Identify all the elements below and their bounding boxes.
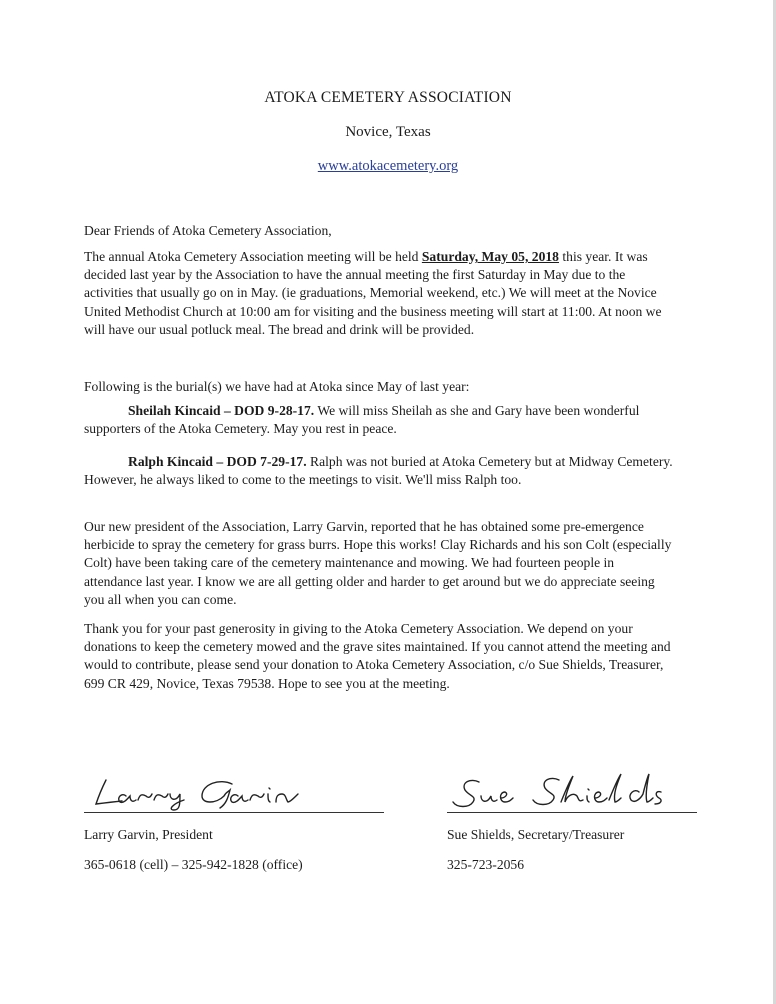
paragraph-donations: Thank you for your past generosity in giving to the Atoka Cemetery Association. We depend on your donations to keep the cemetery mowed and the grave sites maintained. If you cannot attend the meeting and would to contribute, please send your donation to Atoka Cemetery Association, c/o Sue Shields, Treasurer, 699 CR 429, Novice, Texas 79538. Hope to see you at the meeting.: [84, 621, 671, 691]
website-link[interactable]: www.atokacemetery.org: [317, 158, 459, 174]
signature-block-secretary: [447, 770, 697, 873]
signature-line: [84, 812, 384, 813]
burial-name: Ralph Kincaid – DOD 7-29-17.: [128, 454, 307, 469]
burial-note: Ralph was not buried at Atoka Cemetery but at Midway Cemetery. However, he always liked to come to the meetings to visit. We'll miss Ralph too.: [84, 454, 673, 488]
burial-name: Sheilah Kincaid – DOD 9-28-17.: [128, 403, 315, 418]
signer-name-title: Larry Garvin, President: [84, 827, 213, 842]
signature-sue-shields: [447, 770, 697, 812]
paragraph-meeting: [84, 248, 674, 339]
paragraph-president-report: Our new president of the Association, Larry Garvin, reported that he has obtained some pre-emergence herbicide to spray the cemetery for grass burrs. Hope this works! Clay Richards and his son Colt (especially Colt) have been taking care of the cemetery maintenance and mowing. We had fourteen people in attendance last year. I know we are all getting older and harder to get around but we do appreciate seeing you all when you can come.: [84, 519, 672, 607]
organization-title: ATOKA CEMETERY ASSOCIATION: [264, 89, 512, 106]
burial-note: We will miss Sheilah as she and Gary have been wonderful supporters of the Atoka Cemetery. May you rest in peace.: [84, 403, 640, 437]
signer-phone: 325-723-2056: [447, 857, 525, 872]
signature-line: [447, 812, 697, 813]
burial-entry-ralph: [84, 453, 674, 489]
signer-phone: 365-0618 (cell) – 325-942-1828 (office): [84, 857, 303, 872]
meeting-details-text: this year. It was decided last year by the Association to have the annual meeting the first Saturday in May due to the activities that usually go on in May. (ie graduations, Memorial weekend, etc.) We will meet at the Novice United Methodist Church at 10:00 am for visiting and the business meeting will start at 11:00. At noon we will have our usual potluck meal. The bread and drink will be provided.: [84, 249, 662, 337]
burial-entry-sheilah: [84, 402, 674, 438]
salutation: Dear Friends of Atoka Cemetery Association,: [84, 223, 332, 238]
signer-name-title: Sue Shields, Secretary/Treasurer: [447, 827, 625, 842]
meeting-intro-text: The annual Atoka Cemetery Association meeting will be held: [84, 249, 422, 264]
signature-block-president: [84, 770, 384, 873]
paragraph-burials-intro: Following is the burial(s) we have had at Atoka since May of last year:: [84, 379, 470, 394]
organization-city: Novice, Texas: [345, 124, 431, 140]
signature-larry-garvin: [84, 770, 384, 812]
meeting-date: Saturday, May 05, 2018: [421, 249, 559, 264]
